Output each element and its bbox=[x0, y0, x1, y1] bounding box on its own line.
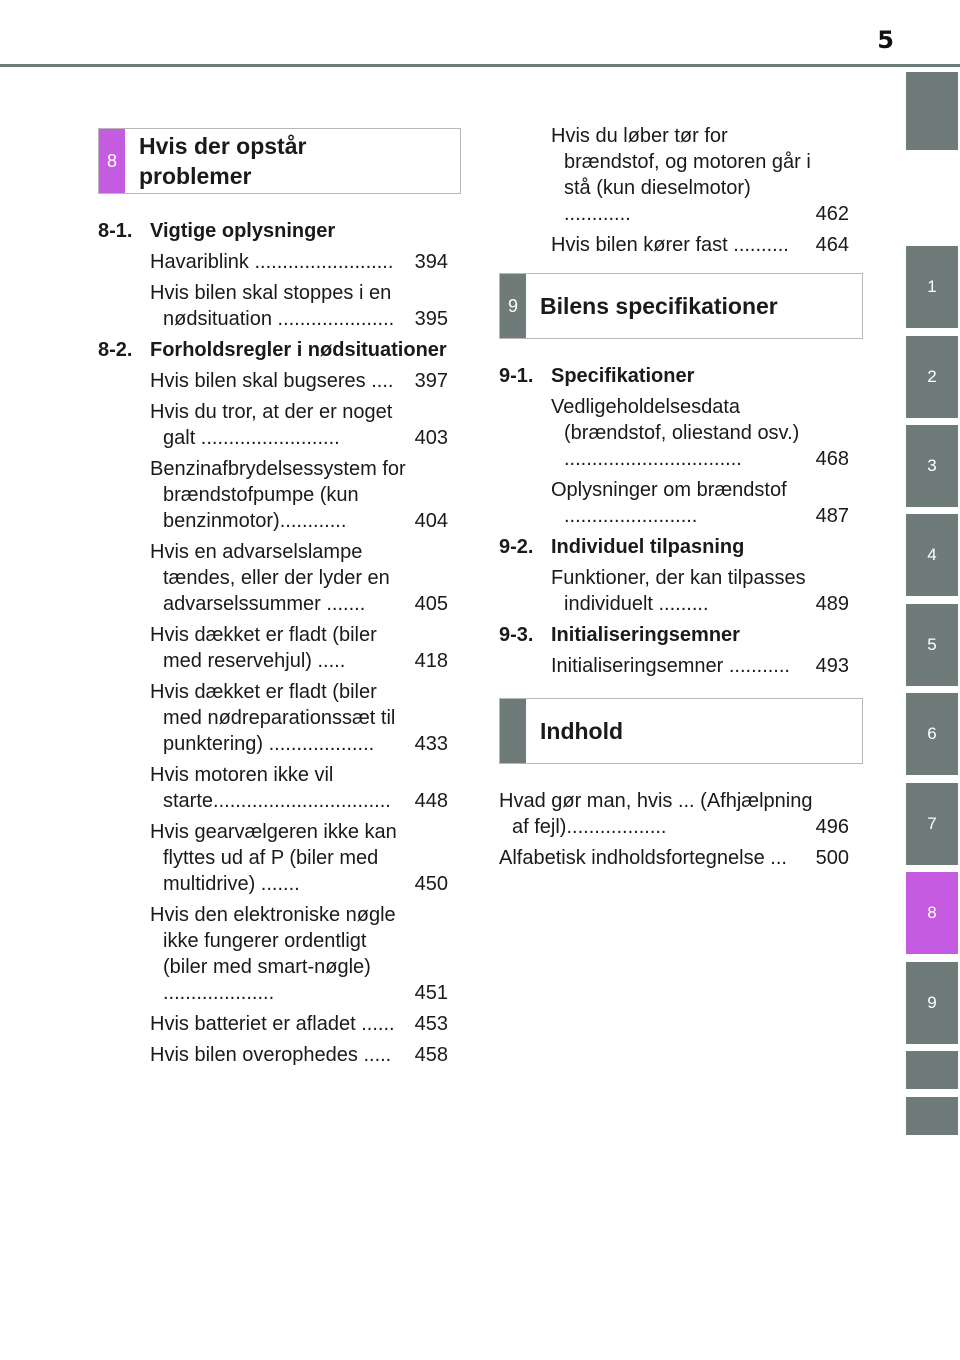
toc-entry[interactable] bbox=[150, 539, 448, 617]
chapter-9-3 bbox=[499, 622, 849, 648]
toc-entry-page: 405 bbox=[414, 593, 448, 615]
toc-entry-text: Hvis dækket er fladt (biler med nødreparationssæt til punktering) ................... bbox=[150, 681, 396, 755]
toc-entry[interactable] bbox=[551, 232, 849, 258]
toc-entry-page: 496 bbox=[815, 816, 849, 838]
chapter-number: 8-1. bbox=[98, 220, 133, 242]
toc-entry-text: Hvad gør man, hvis ... (Afhjælpning af fejl).................. bbox=[499, 790, 813, 838]
toc-entry[interactable] bbox=[551, 653, 849, 679]
toc-entry-text: Hvis bilen kører fast .......... bbox=[551, 234, 789, 256]
chapter-title: Specifikationer bbox=[551, 365, 695, 387]
toc-entry-page: 453 bbox=[414, 1013, 448, 1035]
side-tab-7[interactable]: 7 bbox=[906, 783, 958, 865]
toc-entry-page: 448 bbox=[414, 790, 448, 812]
toc-entry-page: 450 bbox=[414, 873, 448, 895]
toc-entry-page: 462 bbox=[815, 203, 849, 225]
chapter-9-1 bbox=[499, 363, 849, 389]
toc-entry-page: 458 bbox=[414, 1044, 448, 1066]
toc-entry-text: Hvis bilen skal bugseres .... bbox=[150, 370, 394, 392]
section-number: 9 bbox=[500, 274, 526, 338]
toc-entry-page: 418 bbox=[414, 650, 448, 672]
section8-continuation bbox=[551, 123, 849, 263]
section-header-index bbox=[499, 698, 863, 764]
side-tab-4[interactable]: 4 bbox=[906, 514, 958, 596]
toc-entry-text: Hvis du tror, at der er noget galt ......................... bbox=[150, 401, 393, 449]
chapter-8-1 bbox=[98, 218, 448, 244]
side-tab-blank-a[interactable] bbox=[906, 1051, 958, 1089]
toc-entry[interactable] bbox=[150, 280, 448, 332]
side-tab-3[interactable]: 3 bbox=[906, 425, 958, 507]
section-header-9 bbox=[499, 273, 863, 339]
page-number: 5 bbox=[877, 26, 894, 54]
toc-entry[interactable] bbox=[499, 845, 849, 871]
toc-entry-page: 451 bbox=[414, 982, 448, 1004]
toc-entry-page: 468 bbox=[815, 448, 849, 470]
toc-entry-page: 397 bbox=[414, 370, 448, 392]
top-rule bbox=[0, 64, 960, 67]
toc-entry-text: Hvis bilen overophedes ..... bbox=[150, 1044, 392, 1066]
toc-entry-text: Benzinafbrydelsessystem for brændstofpumpe (kun benzinmotor)............ bbox=[150, 458, 406, 532]
left-column bbox=[98, 218, 448, 1073]
side-tab-2[interactable]: 2 bbox=[906, 336, 958, 418]
toc-entry[interactable] bbox=[499, 788, 849, 840]
chapter-title: Vigtige oplysninger bbox=[150, 220, 336, 242]
toc-entry-page: 487 bbox=[815, 505, 849, 527]
toc-entry[interactable] bbox=[150, 368, 448, 394]
section-title: Hvis der opstår problemer bbox=[139, 133, 307, 189]
toc-entry[interactable] bbox=[551, 123, 849, 227]
side-tab-blank-top[interactable] bbox=[906, 72, 958, 150]
toc-entry[interactable] bbox=[150, 456, 448, 534]
toc-entry-text: Hvis dækket er fladt (biler med reservehjul) ..... bbox=[150, 624, 377, 672]
toc-entry-text: Alfabetisk indholdsfortegnelse ... bbox=[499, 847, 787, 869]
toc-entry-text: Hvis batteriet er afladet ...... bbox=[150, 1013, 395, 1035]
toc-entry-text: Oplysninger om brændstof ........................ bbox=[551, 479, 787, 527]
toc-entry-text: Hvis du løber tør for brændstof, og motoren går i stå (kun dieselmotor) ............ bbox=[551, 125, 811, 225]
chapter-number: 9-2. bbox=[499, 536, 534, 558]
toc-entry-text: Initialiseringsemner ........... bbox=[551, 655, 790, 677]
toc-entry-text: Hvis en advarselslampe tændes, eller der lyder en advarselssummer ....... bbox=[150, 541, 390, 615]
toc-entry[interactable] bbox=[150, 249, 448, 275]
chapter-number: 9-1. bbox=[499, 365, 534, 387]
toc-entry-page: 500 bbox=[815, 847, 849, 869]
chapter-title: Initialiseringsemner bbox=[551, 624, 740, 646]
toc-entry-page: 493 bbox=[815, 655, 849, 677]
toc-entry[interactable] bbox=[551, 394, 849, 472]
section-header-8 bbox=[98, 128, 461, 194]
toc-entry-page: 464 bbox=[815, 234, 849, 256]
toc-entry[interactable] bbox=[150, 1011, 448, 1037]
toc-entry-text: Funktioner, der kan tilpasses individuelt ......... bbox=[551, 567, 806, 615]
toc-entry-text: Hvis gearvælgeren ikke kan flyttes ud af P (biler med multidrive) ....... bbox=[150, 821, 397, 895]
side-tab-8[interactable]: 8 bbox=[906, 872, 958, 954]
toc-entry[interactable] bbox=[150, 819, 448, 897]
toc-entry-text: Hvis den elektroniske nøgle ikke fungerer ordentligt (biler med smart-nøgle) .................... bbox=[150, 904, 396, 1004]
toc-entry-text: Hvis bilen skal stoppes i en nødsituation ..................... bbox=[150, 282, 395, 330]
toc-entry[interactable] bbox=[551, 565, 849, 617]
toc-entry-text: Havariblink ......................... bbox=[150, 251, 394, 273]
side-tab-1[interactable]: 1 bbox=[906, 246, 958, 328]
section-number: 8 bbox=[99, 129, 125, 193]
side-tab-9[interactable]: 9 bbox=[906, 962, 958, 1044]
toc-entry[interactable] bbox=[150, 1042, 448, 1068]
toc-entry-page: 404 bbox=[414, 510, 448, 532]
chapter-number: 8-2. bbox=[98, 339, 133, 361]
chapter-9-2 bbox=[499, 534, 849, 560]
side-tab-5[interactable]: 5 bbox=[906, 604, 958, 686]
chapter-title: Individuel tilpasning bbox=[551, 536, 745, 558]
section-title: Indhold bbox=[540, 718, 624, 744]
toc-entry-page: 403 bbox=[414, 427, 448, 449]
toc-entry-page: 489 bbox=[815, 593, 849, 615]
section-number-blank bbox=[500, 699, 526, 763]
section9-list bbox=[499, 363, 849, 684]
chapter-number: 9-3. bbox=[499, 624, 534, 646]
toc-entry[interactable] bbox=[150, 902, 448, 1006]
section-title: Bilens specifikationer bbox=[540, 293, 778, 319]
toc-entry[interactable] bbox=[551, 477, 849, 529]
toc-entry-text: Hvis motoren ikke vil starte................................ bbox=[150, 764, 391, 812]
side-tab-6[interactable]: 6 bbox=[906, 693, 958, 775]
index-list bbox=[499, 788, 849, 876]
side-tab-blank-b[interactable] bbox=[906, 1097, 958, 1135]
toc-entry-page: 394 bbox=[414, 251, 448, 273]
chapter-8-2 bbox=[98, 337, 448, 363]
toc-entry-page: 395 bbox=[414, 308, 448, 330]
chapter-title: Forholdsregler i nødsituationer bbox=[150, 339, 447, 361]
toc-entry-page: 433 bbox=[414, 733, 448, 755]
toc-entry[interactable] bbox=[150, 622, 448, 674]
toc-entry-text: Vedligeholdelsesdata (brændstof, oliestand osv.) ................................ bbox=[551, 396, 800, 470]
toc-entry[interactable] bbox=[150, 399, 448, 451]
toc-entry[interactable] bbox=[150, 762, 448, 814]
toc-entry[interactable] bbox=[150, 679, 448, 757]
